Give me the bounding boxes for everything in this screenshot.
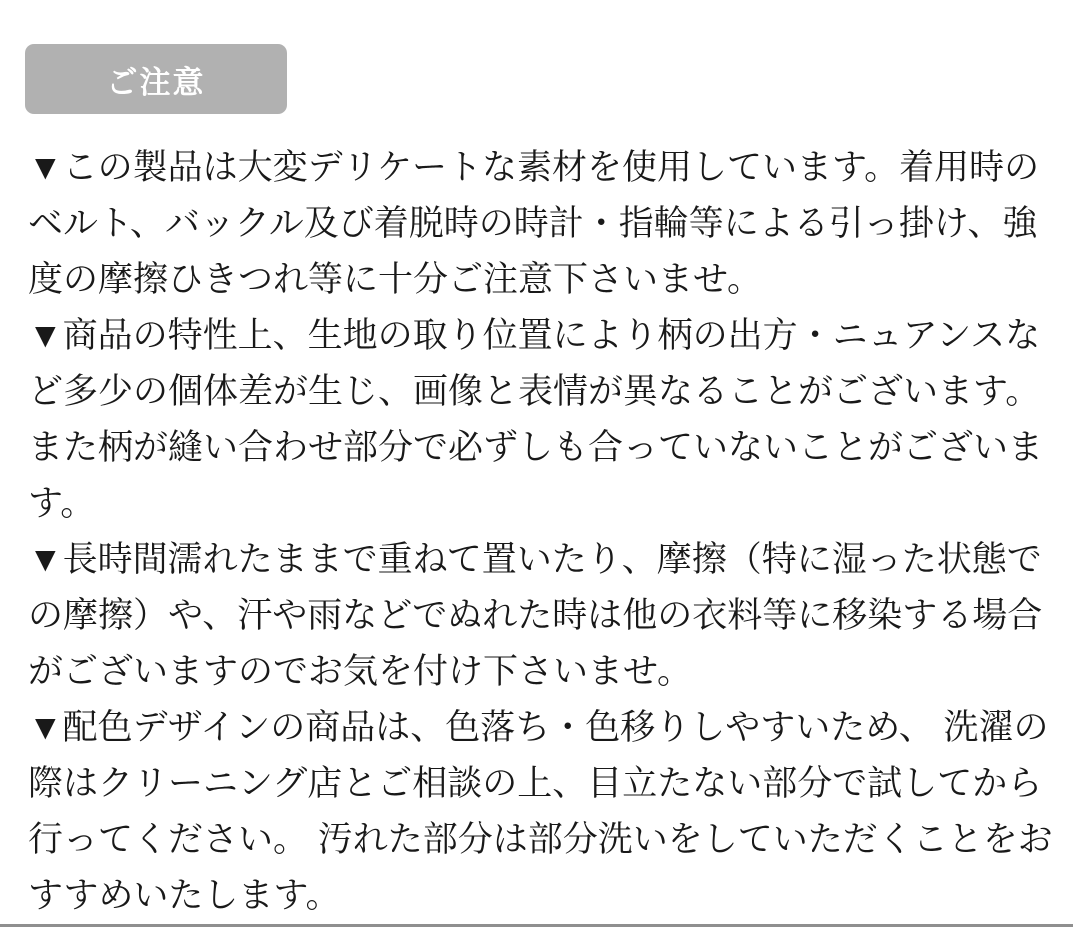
notice-paragraph-washing: ▼配色デザインの商品は、色落ち・色移りしやすいため、 洗濯の際はクリーニング店とご相談の上、目立たない部分で試してから行ってください。 汚れた部分は部分洗いをしていただくことをおすすめいたします。 — [28, 708, 1053, 915]
notice-badge — [25, 44, 287, 114]
notice-paragraph-pattern-variation: ▼商品の特性上、生地の取り位置により柄の出方・ニュアンスなど多少の個体差が生じ、画像と表情が異なることがございます。また柄が縫い合わせ部分で必ずしも合っていないことがございます。 — [28, 316, 1044, 523]
notice-paragraph-color-transfer: ▼長時間濡れたままで重ねて置いたり、摩擦（特に湿った状態での摩擦）や、汗や雨などでぬれた時は他の衣料等に移染する場合がございますのでお気を付け下さいませ。 — [28, 540, 1043, 691]
bottom-divider — [0, 924, 1073, 927]
notice-paragraph-material: ▼この製品は大変デリケートな素材を使用しています。着用時のベルト、バックル及び着脱時の時計・指輪等による引っ掛け、強度の摩擦ひきつれ等に十分ご注意下さいませ。 — [28, 148, 1040, 299]
notice-badge-label: ご注意 — [106, 64, 206, 100]
notice-text-block — [28, 140, 1054, 924]
